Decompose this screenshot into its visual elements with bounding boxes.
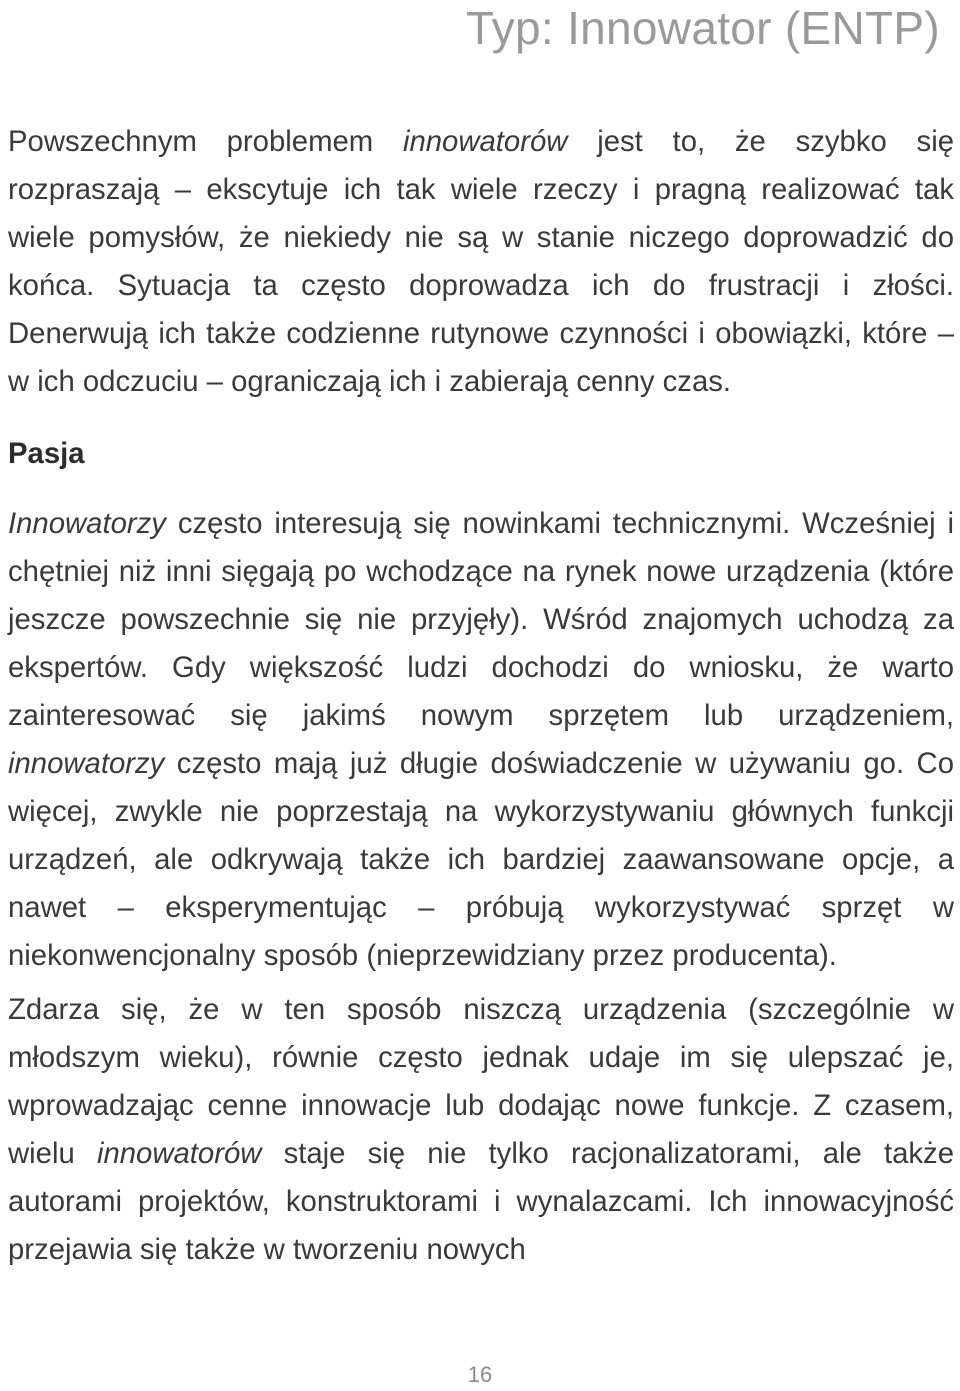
paragraph-3-text-b: staje się nie tylko racjonalizatorami, ale także autorami projektów, konstruktorami i wynalazcami. Ich innowacyjność przejawia się także w tworzeniu nowych (8, 1137, 954, 1266)
paragraph-2-text-a: często interesują się nowinkami technicznymi. Wcześniej i chętniej niż inni sięgają po wchodzące na rynek nowe urządzenia (które jeszcze powszechnie się nie przyjęły). Wśród znajomych uchodzą za ekspertów. Gdy większość ludzi dochodzi do wniosku, że warto zainteresować się jakimś nowym sprzętem lub urządzeniem, (8, 507, 954, 732)
paragraph-1-text-b: jest to, że szybko się rozpraszają – ekscytuje ich tak wiele rzeczy i pragną realizować tak wiele pomysłów, że niekiedy nie są w stanie niczego doprowadzić do końca. Sytuacja ta często doprowadza ich do frustracji i złości. Denerwują ich także codzienne rutynowe czynności i obowiązki, które – w ich odczuciu – ograniczają ich i zabierają cenny czas. (8, 125, 954, 398)
paragraph-2-emphasis-a: Innowatorzy (8, 507, 166, 540)
section-heading: Pasja (8, 437, 85, 470)
paragraph-3 (8, 986, 954, 1274)
paragraph-1-emphasis: innowatorów (402, 125, 568, 158)
paragraph-2-text-b: często mają już długie doświadczenie w używaniu go. Co więcej, zwykle nie poprzestają na wykorzystywaniu głównych funkcji urządzeń, ale odkrywają także ich bardziej zaawansowane opcje, a nawet – eksperymentując – próbują wykorzystywać sprzęt w niekonwencjonalny sposób (nieprzewidziany przez producenta). (8, 747, 954, 972)
paragraph-1-text-a: Powszechnym problemem (8, 125, 403, 158)
body-text (8, 118, 954, 1274)
running-title: Typ: Innowator (ENTP) (465, 2, 940, 54)
paragraph-1 (8, 118, 954, 406)
paragraph-2 (8, 500, 954, 980)
page-number: 16 (467, 1362, 493, 1387)
paragraph-3-text-a: Zdarza się, że w ten sposób niszczą urządzenia (szczególnie w młodszym wieku), równie często jednak udaje im się ulepszać je, wprowadzając cenne innowacje lub dodając nowe funkcje. Z czasem, wielu (8, 993, 954, 1170)
paragraph-3-emphasis: innowatorów (96, 1137, 262, 1170)
paragraph-2-emphasis-b: innowatorzy (8, 747, 165, 780)
